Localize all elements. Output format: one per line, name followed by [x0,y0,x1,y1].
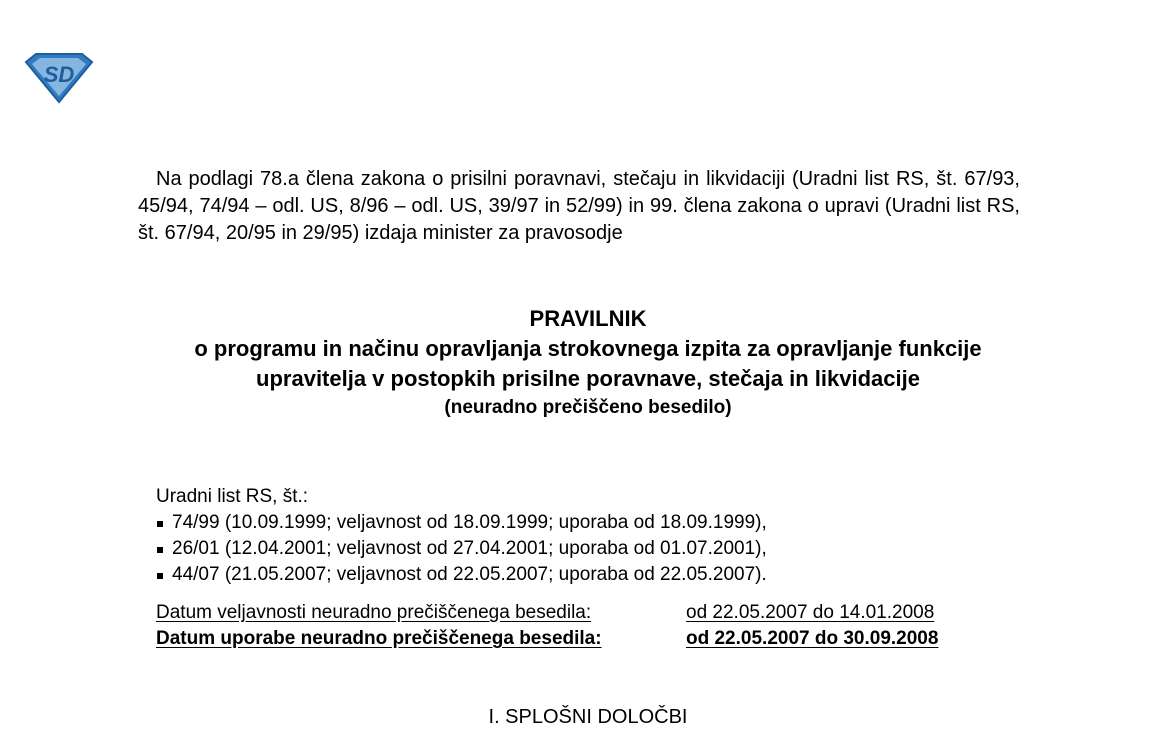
gazette-list [156,510,767,588]
intro-paragraph: Na podlagi 78.a člena zakona o prisilni poravnavi, stečaju in likvidaciji (Uradni list RS, št. 67/93, 45/94, 74/94 – odl. US, 8/96 – odl. US, 39/97 in 52/99) in 99. člena zakona o upravi (Uradni list RS, št. 67/94, 20/95 in 29/95) izdaja minister za pravosodje [138,168,1020,244]
gazette-item: 26/01 (12.04.2001; veljavnost od 27.04.2001; uporaba od 01.07.2001), [156,536,767,562]
logo-text: SD [43,62,75,87]
validity-value: od 22.05.2007 do 14.01.2008 [686,602,935,623]
gazette-references [156,484,767,588]
chapter-heading: I. SPLOŠNI DOLOČBI [488,706,688,728]
use-value: od 22.05.2007 do 30.09.2008 [686,628,939,649]
title-note: (neuradno prečiščeno besedilo) [444,397,732,418]
document-title [138,304,1038,422]
title-subtitle: o programu in načinu opravljanja strokovnega izpita za opravljanje funkcije upravitelja v postopkih prisilne poravnave, stečaja in likvidacije [194,336,982,391]
gazette-heading: Uradni list RS, št.: [156,486,309,507]
sd-logo [22,52,96,104]
gazette-item: 44/07 (21.05.2007; veljavnost od 22.05.2007; uporaba od 22.05.2007). [156,562,767,588]
gazette-item: 74/99 (10.09.1999; veljavnost od 18.09.1999; uporaba od 18.09.1999), [156,510,767,536]
validity-row [156,600,938,626]
title-main: PRAVILNIK [529,306,647,331]
use-label: Datum uporabe neuradno prečiščenega besedila: [156,628,602,649]
validity-dates [156,600,938,652]
validity-label: Datum veljavnosti neuradno prečiščenega besedila: [156,602,592,623]
use-row [156,626,938,652]
